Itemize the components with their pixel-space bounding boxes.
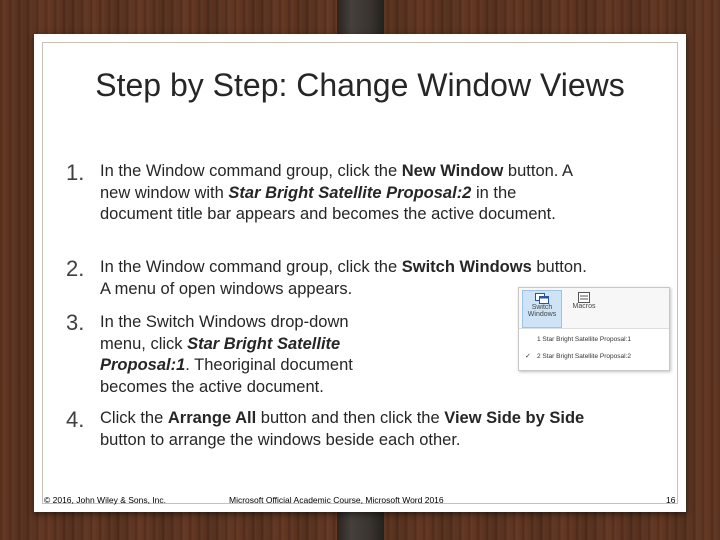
switch-windows-screenshot xyxy=(518,287,670,371)
footer-course: Microsoft Official Academic Course, Microsoft Word 2016 xyxy=(229,495,444,505)
menu-item-proposal-1[interactable]: 1 Star Bright Satellite Proposal:1 xyxy=(537,336,631,343)
slide xyxy=(34,34,686,512)
step-text-4 xyxy=(100,408,590,451)
step-3-segment: Star Bright Satellite Proposal:1 xyxy=(100,334,341,374)
footer-page-number: 16 xyxy=(666,495,676,505)
switch-label-1: Switch xyxy=(531,304,553,311)
step-4-segment: button to arrange the windows beside each other. xyxy=(100,430,461,449)
step-3-segment: . Theoriginal document becomes the active document. xyxy=(100,356,353,396)
macros-label: Macros xyxy=(572,303,596,310)
step-2-segment: button. A menu of open windows appears. xyxy=(100,258,587,298)
macros-icon xyxy=(577,292,591,303)
step-2-segment: In the Window command group, click the xyxy=(100,258,402,276)
step-text-1 xyxy=(100,161,590,226)
slide-title: Step by Step: Change Window Views xyxy=(95,67,625,103)
step-number-1: 1. xyxy=(66,160,85,185)
switch-label-2: Windows xyxy=(527,311,557,318)
step-2-segment: Switch Windows xyxy=(401,258,532,276)
step-number-3: 3. xyxy=(66,310,85,335)
step-4-segment: View Side by Side xyxy=(444,409,585,427)
menu-item-proposal-2[interactable]: 2 Star Bright Satellite Proposal:2 xyxy=(537,353,631,360)
switch-windows-icon xyxy=(535,293,549,304)
macros-button[interactable] xyxy=(565,290,603,326)
step-number-4: 4. xyxy=(66,407,85,432)
step-1-segment: button. A new window with xyxy=(100,162,573,202)
step-text-3 xyxy=(100,312,390,398)
check-icon: ✓ xyxy=(525,353,531,360)
step-4-segment: Click the xyxy=(100,409,168,427)
step-1-segment: Star Bright Satellite Proposal:2 xyxy=(228,183,472,202)
step-number-2: 2. xyxy=(66,256,85,281)
step-text-2 xyxy=(100,257,590,300)
step-1-segment: In the Window command group, click the xyxy=(100,162,402,180)
step-1-segment: New Window xyxy=(401,162,504,180)
step-1-segment: in the document title bar appears and becomes the active document. xyxy=(100,183,556,223)
footer-copyright: © 2016, John Wiley & Sons, Inc. xyxy=(44,495,167,505)
step-3-segment: In the Switch Windows drop-down menu, click xyxy=(100,313,349,353)
step-4-segment: button and then click the xyxy=(256,409,445,427)
switch-windows-button[interactable] xyxy=(522,290,562,328)
step-4-segment: Arrange All xyxy=(167,409,257,427)
